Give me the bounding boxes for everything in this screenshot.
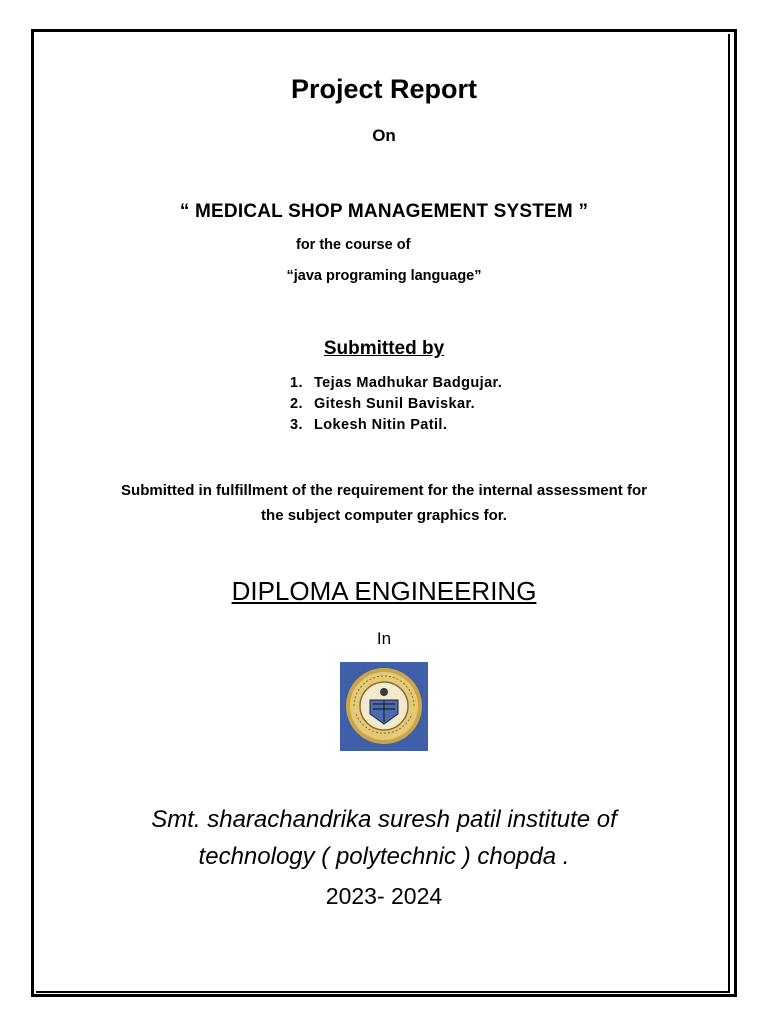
member-name: Tejas Madhukar Badgujar.: [314, 375, 503, 391]
member-name: Lokesh Nitin Patil.: [314, 417, 448, 433]
seal-emblem: [380, 688, 388, 696]
submitted-by-heading: Submitted by: [323, 338, 445, 359]
fulfillment-statement: [0, 478, 768, 528]
member-number: 2.: [290, 396, 303, 412]
in-label: In: [376, 629, 392, 648]
on-label: On: [372, 126, 396, 145]
fulfillment-line-2: the subject computer graphics for.: [261, 507, 507, 524]
institute-line-2: technology ( polytechnic ) chopda .: [198, 843, 570, 870]
institute-line-1: Smt. sharachandrika suresh patil institute of: [151, 806, 617, 833]
institute-name: [0, 801, 768, 875]
project-name: “ MEDICAL SHOP MANAGEMENT SYSTEM ”: [179, 201, 589, 222]
list-item: [290, 394, 502, 415]
course-label: for the course of: [296, 237, 411, 253]
member-name: Gitesh Sunil Baviskar.: [314, 396, 476, 412]
course-name: “java programing language”: [286, 268, 482, 284]
list-item: [290, 415, 502, 436]
fulfillment-line-1: Submitted in fulfillment of the requirement for the internal assessment for: [121, 482, 647, 499]
member-number: 3.: [290, 417, 303, 433]
report-title: Project Report: [290, 74, 478, 104]
diploma-heading: DIPLOMA ENGINEERING: [231, 576, 537, 606]
member-list: [290, 373, 502, 436]
member-number: 1.: [290, 375, 303, 391]
college-seal-logo: [340, 662, 428, 751]
academic-year: 2023- 2024: [325, 883, 443, 909]
list-item: [290, 373, 502, 394]
